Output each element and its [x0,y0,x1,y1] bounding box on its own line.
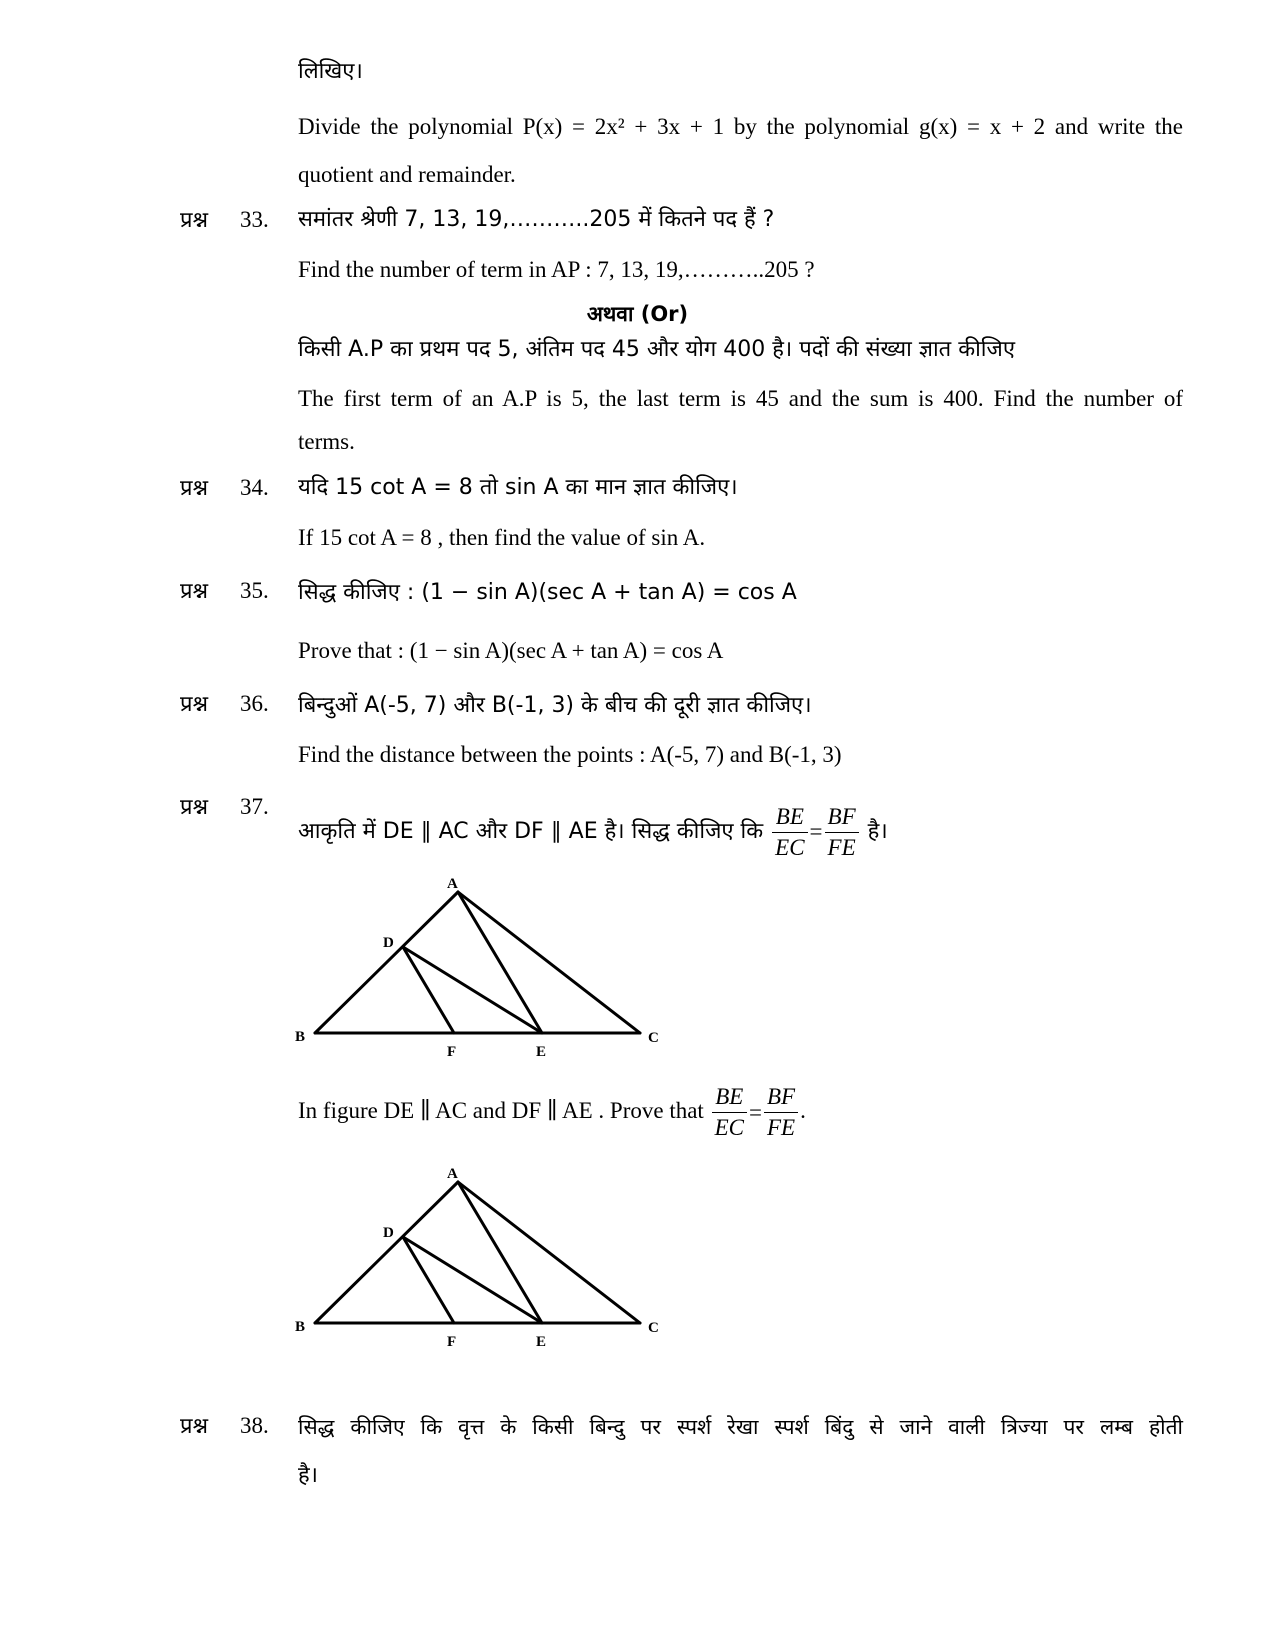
point-d-label: D [383,935,394,951]
question-word: प्रश्न [180,1414,209,1439]
q34-hindi: यदि 15 cot A = 8 तो sin A का मान ज्ञात कीजिए। [298,475,738,500]
q36-hindi: बिन्दुओं A(-5, 7) और B(-1, 3) के बीच की दूरी ज्ञात कीजिए। [298,693,812,718]
q34-label [180,474,269,503]
point-a-label: A [447,876,458,892]
question-word: प्रश्न [180,579,209,604]
point-d-label: D [383,1225,394,1241]
question-number: 37. [240,794,269,819]
q32-hindi-end: लिखिए। [298,59,363,84]
q34-english: If 15 cot A = 8 , then find the value of sin A. [298,525,706,550]
fraction-bf-fe: $\frac{BF}{FE}$ [764,1084,798,1141]
equals-sign: = [748,1099,762,1125]
q32-english-line2: quotient and remainder. [298,162,516,187]
question-number: 33. [240,207,269,232]
point-b-label: B [295,1319,306,1335]
q38-label [180,1412,269,1441]
q37-hindi-pre: आकृति में DE ∥ AC और DF ∥ AE है। सिद्ध कीजिए कि [298,819,764,844]
q37-english-post: . [800,1098,806,1123]
point-f-label: F [447,1334,457,1350]
point-a-label: A [447,1166,458,1182]
point-c-label: C [648,1030,659,1046]
q38-hindi-line1: सिद्ध कीजिए कि वृत्त के किसी बिन्दु पर स्पर्श रेखा स्पर्श बिंदु से जाने वाली त्रिज्या पर लम्ब होती [298,1415,1183,1439]
point-c-label: C [648,1320,659,1336]
q33-english: Find the number of term in AP : 7, 13, 19,………..205 ? [298,257,815,282]
q35-english: Prove that : (1 − sin A)(sec A + tan A) = cos A [298,638,724,663]
question-number: 34. [240,475,269,500]
point-e-label: E [536,1334,547,1350]
triangle-figure-2 [290,1160,670,1350]
q36-label [180,690,269,719]
question-number: 35. [240,578,269,603]
question-word: प्रश्न [180,795,209,820]
q33-label [180,206,269,235]
point-b-label: B [295,1029,306,1045]
question-word: प्रश्न [180,208,209,233]
q32-english-line1: Divide the polynomial P(x) = 2x² + 3x + 1 by the polynomial g(x) = x + 2 and write the [298,114,1183,139]
triangle-figure-1 [290,870,670,1060]
q37-hindi-statement [298,796,888,868]
q38-hindi-line2: है। [298,1463,319,1488]
point-f-label: F [447,1044,457,1060]
question-word: प्रश्न [180,476,209,501]
q33-hindi: समांतर श्रेणी 7, 13, 19,………..205 में कितने पद हैं ? [298,207,775,232]
q35-hindi: सिद्ध कीजिए : (1 − sin A)(sec A + tan A) = cos A [298,580,797,605]
q36-english: Find the distance between the points : A(-5, 7) and B(-1, 3) [298,742,842,767]
fraction-bf-fe: $\frac{BF}{FE}$ [825,804,859,861]
q33-or-english-line1: The first term of an A.P is 5, the last term is 45 and the sum is 400. Find the number of [298,386,1183,411]
question-number: 36. [240,691,269,716]
q37-hindi-post: है। [867,819,888,844]
fraction-be-ec: $\frac{BE}{EC}$ [772,804,807,861]
question-word: प्रश्न [180,692,209,717]
equals-sign: = [809,819,823,844]
q37-english-pre: In figure DE ∥ AC and DF ∥ AE . Prove that [298,1098,704,1123]
q33-or-english-line2: terms. [298,429,355,454]
q33-or-label: अथवा (Or) [586,302,689,326]
question-number: 38. [240,1413,269,1438]
q37-label [180,793,269,822]
q33-or-hindi: किसी A.P का प्रथम पद 5, अंतिम पद 45 और योग 400 है। पदों की संख्या ज्ञात कीजिए [298,337,1015,362]
q35-label [180,577,269,606]
point-e-label: E [536,1044,547,1060]
q37-english-statement [298,1075,806,1147]
fraction-be-ec: $\frac{BE}{EC}$ [712,1084,747,1141]
